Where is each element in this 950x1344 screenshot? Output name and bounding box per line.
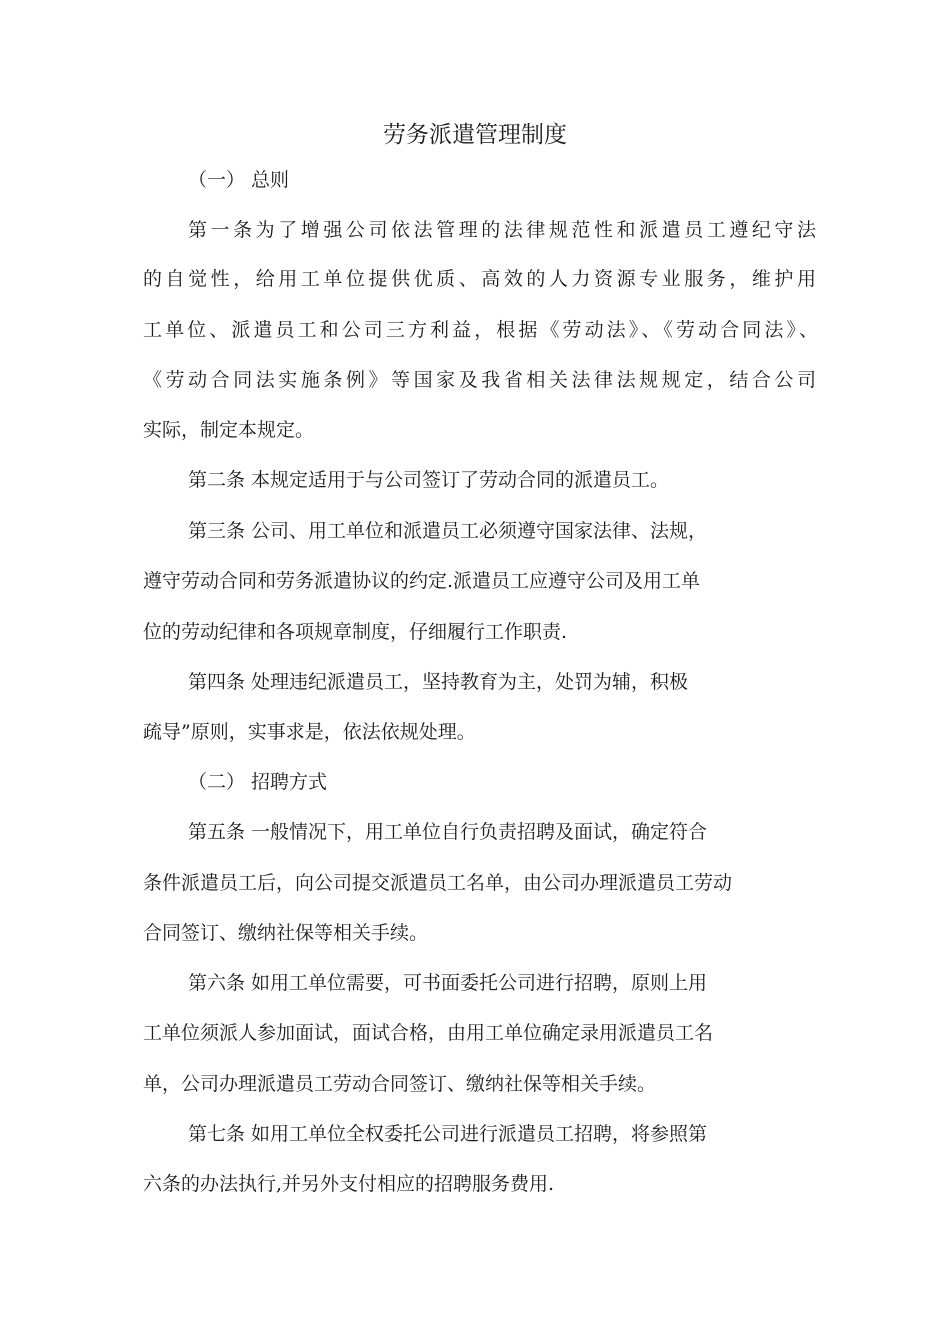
document-title: 劳务派遣管理制度 [383, 122, 567, 148]
paragraph-line: 第一条为了增强公司依法管理的法律规范性和派遣员工遵纪守法 [188, 219, 816, 241]
paragraph-line: 六条的办法执行,并另外支付相应的招聘服务费用. [143, 1173, 555, 1195]
paragraph-line: 条件派遣员工后，向公司提交派遣员工名单，由公司办理派遣员工劳动 [143, 872, 733, 894]
paragraph-line: 位的劳动纪律和各项规章制度，仔细履行工作职责. [143, 621, 568, 643]
paragraph-line: 《劳动合同法实施条例》等国家及我省相关法律法规规定，结合公司 [143, 369, 816, 391]
paragraph-line: 工单位须派人参加面试，面试合格，由用工单位确定录用派遣员工名 [143, 1022, 714, 1044]
paragraph-line: 第六条 如用工单位需要，可书面委托公司进行招聘，原则上用 [188, 972, 708, 994]
paragraph-line: 第二条 本规定适用于与公司签订了劳动合同的派遣员工。 [188, 469, 670, 491]
paragraph-line: 第三条 公司、用工单位和派遣员工必须遵守国家法律、法规， [188, 520, 708, 542]
paragraph-line: 单，公司办理派遣员工劳动合同签订、缴纳社保等相关手续。 [143, 1073, 657, 1095]
paragraph-line: 实际，制定本规定。 [143, 419, 315, 441]
paragraph-line: 工单位、派遣员工和公司三方利益，根据《劳动法》、《劳动合同法》、 [143, 319, 818, 341]
paragraph-line: 第七条 如用工单位全权委托公司进行派遣员工招聘，将参照第 [188, 1123, 708, 1145]
section-heading: （一） 总则 [188, 169, 290, 191]
paragraph-line: 的自觉性，给用工单位提供优质、高效的人力资源专业服务，维护用 [143, 268, 816, 290]
paragraph-line: 第五条 一般情况下，用工单位自行负责招聘及面试，确定符合 [188, 821, 708, 843]
paragraph-line: 合同签订、缴纳社保等相关手续。 [143, 922, 429, 944]
paragraph-line: 遵守劳动合同和劳务派遣协议的约定.派遣员工应遵守公司及用工单 [143, 570, 701, 592]
section-heading: （二） 招聘方式 [188, 771, 328, 793]
paragraph-line: 疏导”原则，实事求是，依法依规处理。 [143, 721, 476, 743]
paragraph-line: 第四条 处理违纪派遣员工，坚持教育为主，处罚为辅，积极 [188, 671, 689, 693]
